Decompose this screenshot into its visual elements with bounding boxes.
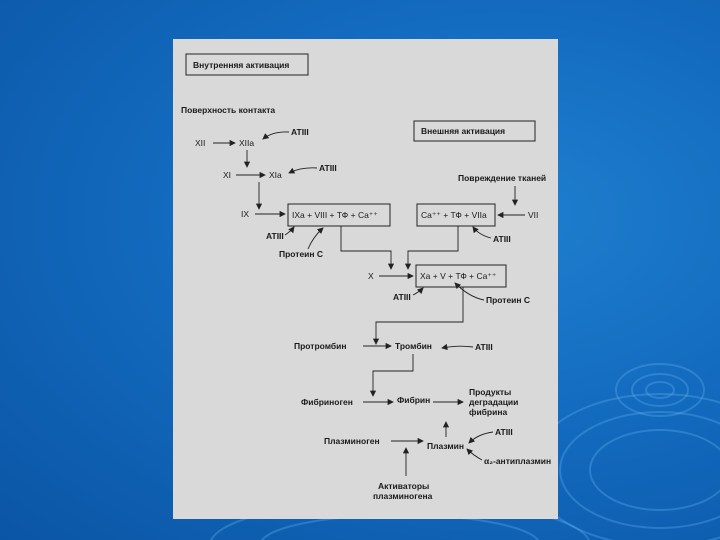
contact-surface-label: Поверхность контакта (181, 105, 276, 115)
extrinsic-complex-label: Ca⁺⁺ + ТФ + VIIa (421, 210, 487, 220)
inhibit-arrow-plasmin-atiii (469, 432, 493, 443)
tissue-damage-label: Повреждение тканей (458, 173, 547, 183)
coagulation-diagram (173, 39, 558, 519)
factor-xi: XI (223, 170, 232, 180)
inhibit-arrow-extrinsic (473, 227, 491, 238)
tenase-complex-label: IXa + VIII + ТФ + Ca⁺⁺ (292, 210, 378, 220)
plasmin-label: Плазмин (427, 441, 465, 451)
atiii-label-1: ATIII (291, 127, 309, 137)
protein-c-label-1: Протеин С (279, 249, 324, 259)
inhibit-arrow-thrombin (442, 346, 473, 348)
fdp-label-line-3: фибрина (469, 407, 508, 417)
arrow-tenase-to-x (341, 226, 391, 269)
thrombin-label: Тромбин (395, 341, 432, 351)
activators-label-line-1: Активаторы (378, 481, 430, 491)
atiii-label-7: ATIII (495, 427, 513, 437)
prothrombin-label: Протромбин (294, 341, 347, 351)
arrow-complex-to-thrombin (376, 287, 463, 344)
atiii-label-4: ATIII (493, 234, 511, 244)
fdp-label-line-1: Продукты (469, 387, 512, 397)
atiii-label-5: ATIII (393, 292, 411, 302)
inhibit-arrow-antiplasmin (467, 449, 482, 460)
factor-xia: XIa (269, 170, 282, 180)
atiii-label-3: ATIII (266, 231, 284, 241)
arrow-extrinsic-to-x (408, 226, 458, 269)
prothrombinase-complex-label: Xa + V + ТФ + Ca⁺⁺ (420, 271, 497, 281)
inhibit-arrow-tenase (285, 227, 294, 235)
inhibit-arrow-xiia (263, 132, 289, 139)
factor-xii: XII (195, 138, 206, 148)
intrinsic-activation-label: Внутренняя активация (193, 60, 290, 70)
activators-label-line-2: плазминогена (373, 491, 433, 501)
factor-ix: IX (241, 209, 250, 219)
scanned-diagram-page (173, 39, 558, 519)
inhibit-arrow-prothrombinase (413, 288, 423, 295)
fibrinogen-label: Фибриноген (301, 397, 353, 407)
inhibit-arrow-protein-c-1 (308, 228, 323, 249)
inhibit-arrow-xia (289, 168, 317, 173)
atiii-label-6: ATIII (475, 342, 493, 352)
protein-c-label-2: Протеин С (486, 295, 531, 305)
factor-x: X (368, 271, 374, 281)
factor-xiia: XIIa (239, 138, 255, 148)
fibrin-label: Фибрин (397, 395, 431, 405)
inhibit-arrow-protein-c-2 (455, 283, 484, 300)
extrinsic-activation-label: Внешняя активация (421, 126, 506, 136)
antiplasmin-label: α₂-антиплазмин (484, 456, 552, 466)
arrow-thrombin-to-fibrin (373, 354, 413, 396)
atiii-label-2: ATIII (319, 163, 337, 173)
fdp-label-line-2: деградации (469, 397, 519, 407)
factor-vii: VII (528, 210, 539, 220)
plasminogen-label: Плазминоген (324, 436, 380, 446)
